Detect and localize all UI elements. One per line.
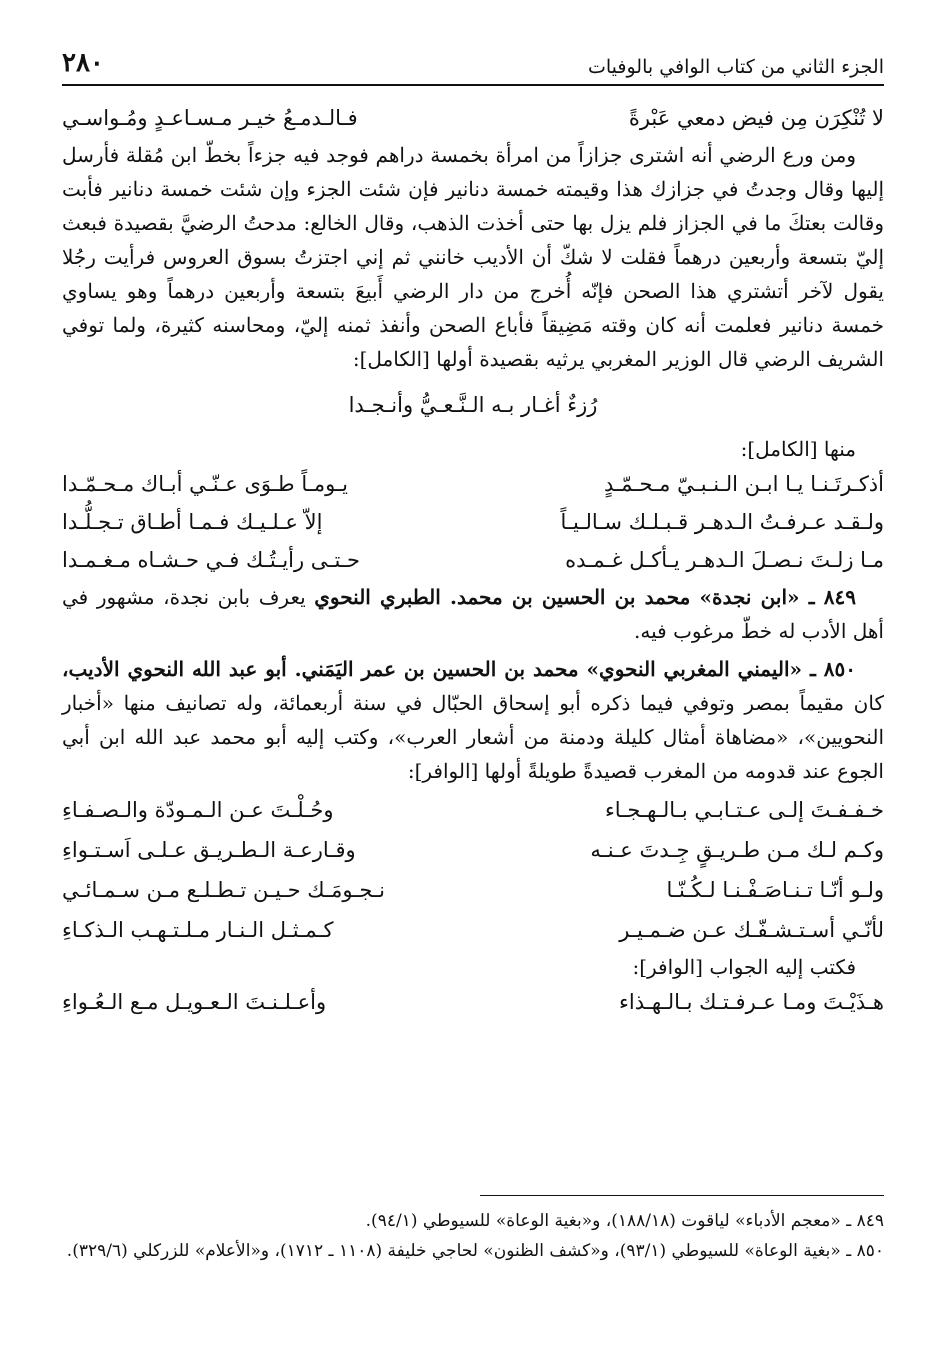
running-title: الجزء الثاني من كتاب الوافي بالوفيات — [587, 56, 884, 78]
poem-intro: منها [الكامل]: — [740, 437, 856, 461]
verse-first-hemistich: وكـم لـك مـن طـريـقٍ جِـدتَ عـنـه — [590, 838, 884, 862]
verse-second-hemistich: وقـارعـة الـطـريـق عـلـى اَسـتـواءِ — [62, 838, 356, 862]
verse-second-hemistich: حـتـى رأيـتُـك فـي حـشـاه مـغـمـدا — [62, 548, 360, 572]
verse-first-hemistich: ولـو أنّـا تـنـاصَـفْـنـا لـكُـنّـا — [666, 878, 884, 902]
entry-849-heading: ٨٤٩ ـ «ابن نجدة» محمد بن الحسين بن محمد. الطبري النحوي — [314, 585, 856, 609]
verse-line — [62, 836, 884, 864]
ibn-abi-al-ju-poem — [62, 796, 884, 944]
verse-line — [62, 916, 884, 944]
entry-849-text: يعرف بابن نجدة، مشهور في أهل الأدب له خطّ مرغوب فيه. — [62, 585, 884, 643]
verse-line — [62, 796, 884, 824]
verse-first-hemistich: لا تُنْكِرَن مِن فيض دمعي عَبْرةً — [628, 106, 884, 130]
reply-intro: فكتب إليه الجواب [الوافر]: — [632, 955, 856, 979]
elegy-poem — [62, 470, 884, 574]
main-text — [62, 104, 884, 1016]
verse-second-hemistich: إلاّ عـلـيـك فـمـا أطـاق تـجـلُّـدا — [62, 510, 323, 534]
verse-line — [62, 508, 884, 536]
verse-first-hemistich: خـفـفـتَ إلـى عـتـابـي بـالـهـجـاء — [604, 798, 884, 822]
verse-first-hemistich: أذكـرتَـنـا يـا ابـن الـنـبـيّ مـحـمّـدٍ — [603, 472, 884, 496]
verse-second-hemistich: يـومـاً طـوَى عـنّـي أبـاك مـحـمّـدا — [62, 472, 348, 496]
verse-first-hemistich: هـذَيْـتَ ومـا عـرفـتـك بـالـهـذاء — [619, 990, 884, 1014]
footnote-divider — [480, 1195, 884, 1196]
verse-second-hemistich: كـمـثـل الـنـار مـلـتـهـب الـذكـاءِ — [62, 918, 334, 942]
verse-line — [62, 546, 884, 574]
entry-850-heading: ٨٥٠ ـ «اليمني المغربي النحوي» محمد بن الحسين بن عمر اليَمَني. أبو عبد الله النحوي الأديب، — [62, 657, 856, 681]
verse-second-hemistich: وأعـلـنـتَ الـعـويـل مـع الـعُـواءِ — [62, 990, 327, 1014]
verse-line — [62, 470, 884, 498]
verse-second-hemistich: فـالـدمـعُ خيـر مـسـاعـدٍ ومُـواسـي — [62, 106, 358, 130]
verse-second-hemistich: وحُـلْـتَ عـن الـمـودّة والـصـفـاءِ — [62, 798, 334, 822]
entry-850 — [62, 652, 884, 788]
paragraph-radi-piety: ومن ورع الرضي أنه اشترى جزازاً من امرأة بخمسة دراهم فوجد فيه جزءاً بخطّ ابن مُقلة فأرسل إليها وقال وجدتُ في جزازك هذا وقيمته خمسة دنانير فإن شئت الجزء وإن شئت خمسة دنانير فأبت وقالت بعتكَ ما في الجزاز فلم يزل بها حتى أخذت الذهب، وقال الخالع: مدحتُ الرضيَّ بقصيدة فبعث إليّ بتسعة وأربعين درهماً فقلت لا شكّ أن الأديب خانني ثم إني اجتزتُ بسوق العروس فرأيت رجُلا يقول لآخر أتشتري هذا الصحن فإنّه أُخرج من دار الرضي أَبيعَ بتسعة وأربعين درهماً وهو يساوي خمسة دنانير فعلمت أنه كان وقته مَضِيقاً فأباع الصحن وأنفذ ثمنه إليّ، ومحاسنه كثيرة، ولما توفي الشريف الرضي قال الوزير المغربي يرثيه بقصيدة أولها [الكامل]: — [62, 143, 885, 371]
footnote-849: ٨٤٩ ـ «معجم الأدباء» لياقوت (١٨٨/١٨)، و«بغية الوعاة» للسيوطي (٩٤/١). — [365, 1211, 884, 1231]
footnote-850: ٨٥٠ ـ «بغية الوعاة» للسيوطي (٩٣/١)، و«كشف الظنون» لحاجي خليفة (١١٠٨ ـ ١٧١٢)، و«الأعلام» للزركلي (٣٢٩/٦). — [66, 1241, 884, 1261]
footnotes — [62, 1206, 884, 1266]
entry-849 — [62, 580, 884, 648]
verse-line — [62, 876, 884, 904]
verse-first-hemistich: مـا زلـتَ نـصـلَ الـدهـر يـأكـل غـمـده — [565, 548, 884, 572]
entry-850-text: كان مقيماً بمصر وتوفي فيما ذكره أبو إسحاق الحبّال في سنة أربعمائة، وله تصانيف منها «أخبار النحويين»، «مضاهاة أمثال كليلة ودمنة من أشعار العرب»، وكتب إليه أبو محمد عبد الله ابن أبي الجوع عند قدومه من المغرب قصيدةً طويلةً أولها [الوافر]: — [62, 691, 884, 783]
verse-line — [62, 988, 884, 1016]
verse-first-hemistich: لأنّـي أسـتـشـفّـك عـن ضـمـيـر — [619, 918, 884, 942]
verse-line — [62, 104, 884, 132]
page-header — [62, 46, 884, 86]
page-number: ٢٨٠ — [62, 48, 104, 78]
centered-verse: رُزءٌ أغـار بـه الـنَّـعـيُّ وأنـجـدا — [348, 393, 598, 417]
verse-first-hemistich: ولـقـد عـرفـتُ الـدهـر قـبـلـك سـالـيـاً — [560, 510, 884, 534]
verse-second-hemistich: نـجـومَـك حـيـن تـطـلـع مـن سـمـائـي — [62, 878, 385, 902]
